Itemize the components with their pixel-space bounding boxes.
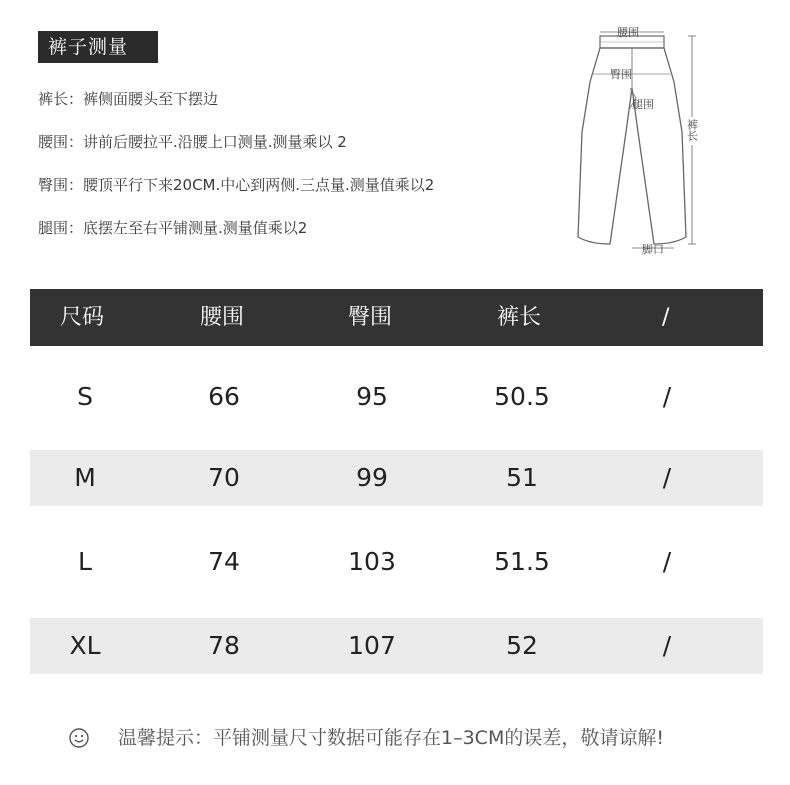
cell-length: 51.5: [494, 547, 550, 576]
header-hip: 臀围: [348, 305, 393, 330]
cell-length: 52: [506, 631, 538, 660]
cell-extra: /: [662, 631, 672, 660]
cell-size: XL: [69, 631, 101, 660]
cell-length: 51: [506, 463, 538, 492]
table-row: [30, 534, 763, 590]
diagram-thigh-label: 腿围: [632, 98, 654, 111]
cell-length: 50.5: [494, 382, 550, 411]
cell-waist: 78: [208, 631, 240, 660]
cell-hip: 99: [356, 463, 388, 492]
table-row: [30, 450, 763, 506]
cell-size: S: [77, 382, 93, 411]
table-header: [30, 289, 763, 346]
cell-size: M: [74, 463, 96, 492]
cell-extra: /: [662, 382, 672, 411]
cell-waist: 70: [208, 463, 240, 492]
note-length: 裤长：裤侧面腰头至下摆边: [38, 90, 219, 108]
diagram-hip-label: 臀围: [610, 68, 632, 81]
table-row: [30, 369, 763, 425]
smile-icon: [68, 727, 90, 749]
note-waist: 腰围：讲前后腰拉平.沿腰上口测量.测量乘以 2: [38, 133, 347, 151]
page-title: 裤子测量: [38, 31, 158, 63]
table-row: [30, 618, 763, 674]
note-thigh: 腿围：底摆左至右平铺测量.测量值乘以2: [38, 219, 308, 237]
pants-diagram: [570, 22, 700, 262]
tip-text: 温馨提示：平铺测量尺寸数据可能存在1–3CM的误差，敬请谅解!: [118, 727, 664, 749]
cell-waist: 74: [208, 547, 240, 576]
pants-illustration: [570, 22, 700, 262]
cell-extra: /: [662, 463, 672, 492]
cell-waist: 66: [208, 382, 240, 411]
cell-hip: 107: [348, 631, 396, 660]
cell-hip: 103: [348, 547, 396, 576]
diagram-hem-label: 脚口: [642, 243, 664, 256]
diagram-length-label: 裤长: [685, 119, 699, 141]
header-extra: /: [662, 305, 670, 330]
header-waist: 腰围: [200, 305, 245, 330]
header-size: 尺码: [60, 305, 105, 330]
cell-size: L: [78, 547, 92, 576]
note-hip: 臀围：腰顶平行下来20CM.中心到两侧.三点量.测量值乘以2: [38, 176, 435, 194]
cell-extra: /: [662, 547, 672, 576]
cell-hip: 95: [356, 382, 388, 411]
diagram-waist-label: 腰围: [617, 26, 639, 39]
header-length: 裤长: [497, 305, 542, 330]
